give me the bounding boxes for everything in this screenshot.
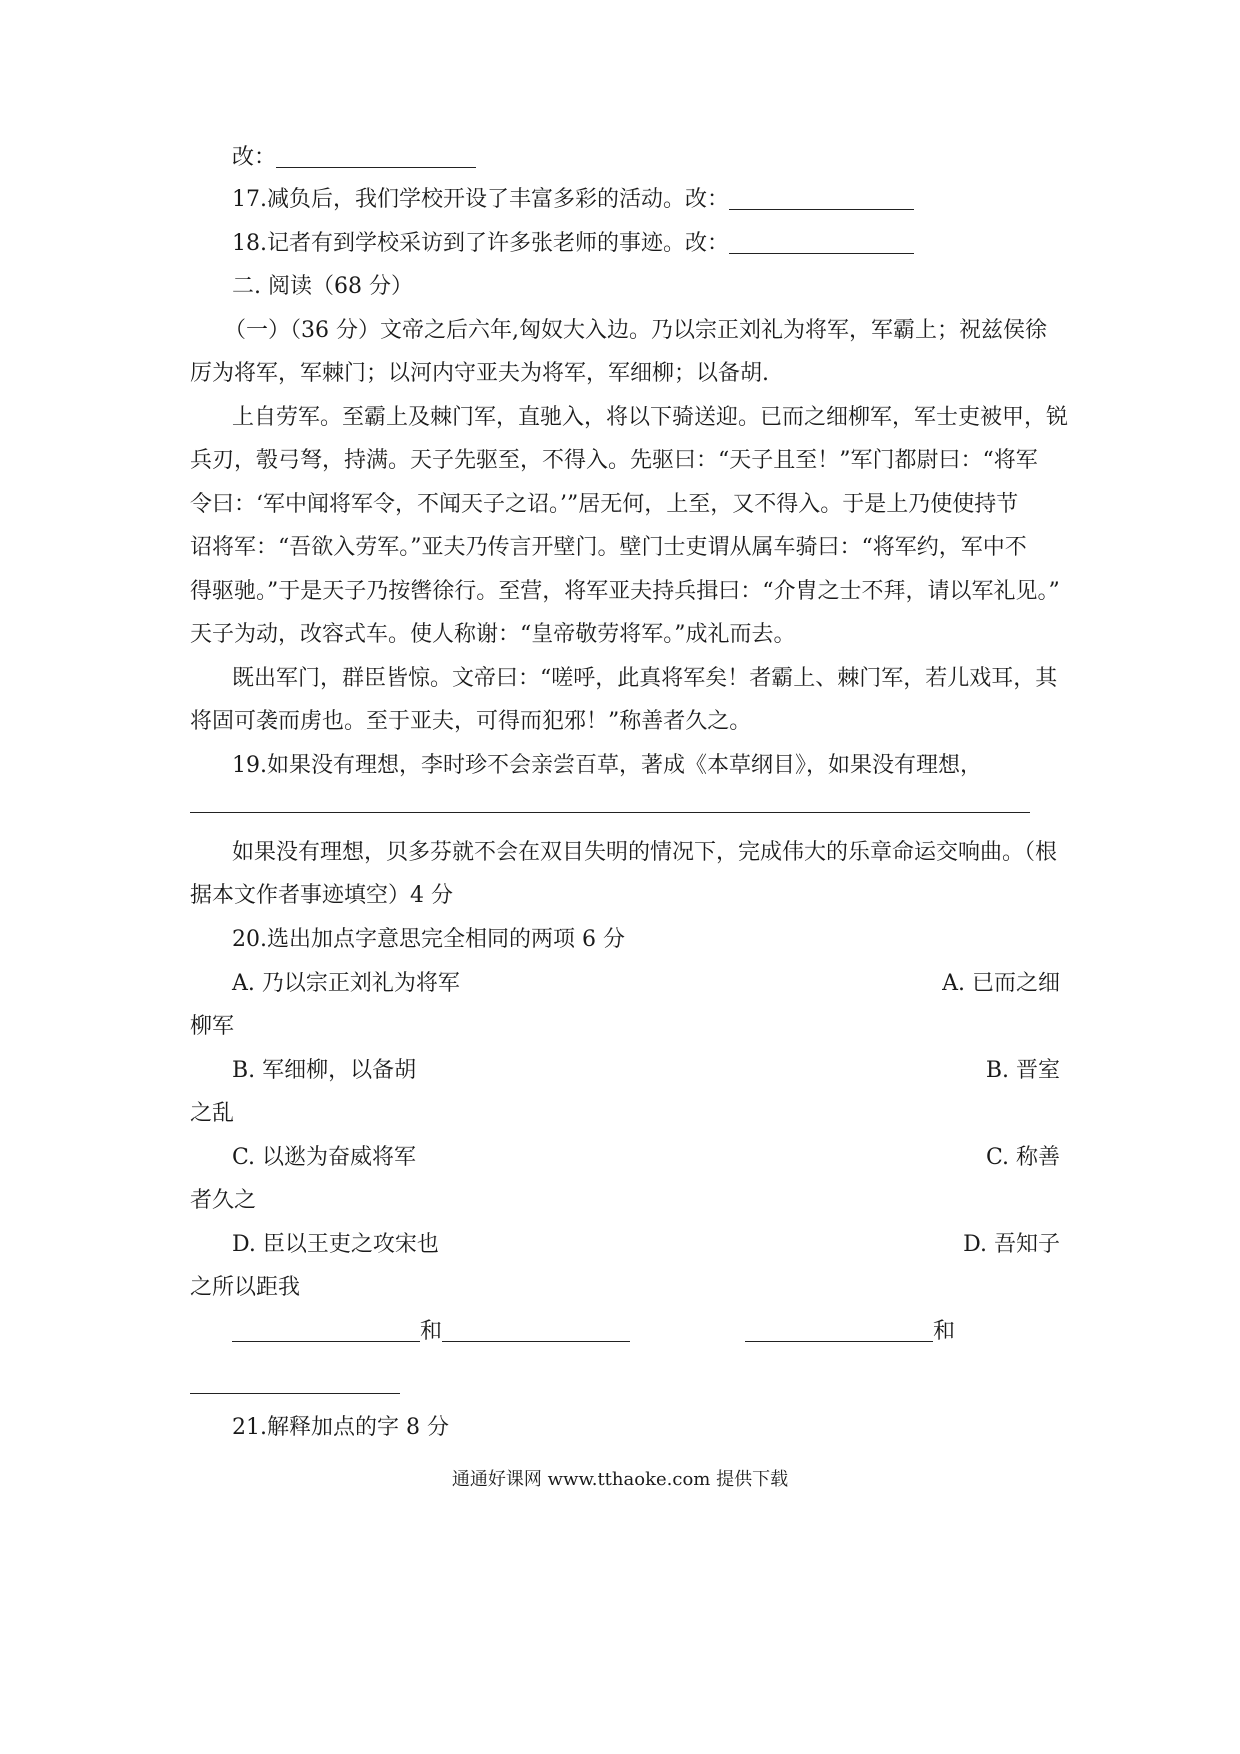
answer-blank[interactable] — [729, 231, 914, 254]
answer-blank[interactable] — [276, 145, 476, 168]
passage-line: （一）（36 分）文帝之后六年,匈奴大入边。乃以宗正刘礼为将军，军霸上；祝兹侯徐 — [224, 318, 1047, 343]
answer-blank[interactable] — [190, 1393, 400, 1394]
answer-blank[interactable] — [442, 1319, 630, 1342]
question-18-text: 18.记者有到学校采访到了许多张老师的事迹。改： — [232, 231, 729, 256]
answer-pair-1 — [232, 1317, 630, 1347]
option-b-left: B. 军细柳，以备胡 — [232, 1058, 417, 1083]
option-b-right: B. 晋室 — [985, 1058, 1060, 1083]
option-c-cont: 者久之 — [190, 1188, 257, 1213]
question-20: 20.选出加点字意思完全相同的两项 6 分 — [232, 927, 625, 952]
option-b-cont: 之乱 — [190, 1101, 235, 1126]
option-a-left: A. 乃以宗正刘礼为将军 — [232, 971, 460, 996]
passage-line: 厉为将军，军棘门；以河内守亚夫为将军，军细柳；以备胡. — [190, 361, 769, 386]
question-18 — [232, 229, 914, 259]
answer-blank[interactable] — [232, 1319, 420, 1342]
passage-line: 兵刃，彀弓弩，持满。天子先驱至，不得入。先驱曰：“天子且至！”军门都尉曰：“将军 — [190, 448, 1038, 473]
passage-line: 得驱驰。”于是天子乃按辔徐行。至营，将军亚夫持兵揖曰：“介胄之士不拜，请以军礼见。” — [190, 579, 1060, 604]
question-19-continued: 如果没有理想，贝多芬就不会在双目失明的情况下，完成伟大的乐章命运交响曲。（根 — [232, 840, 1058, 865]
answer-line-1 — [232, 143, 476, 173]
answer-line-full[interactable] — [190, 812, 1030, 813]
passage-line: 令曰：‘军中闻将军令，不闻天子之诏。’”居无何，上至，又不得入。于是上乃使使持节 — [190, 492, 1019, 517]
passage-line: 既出军门，群臣皆惊。文帝曰：“嗟呼，此真将军矣！者霸上、棘门军，若儿戏耳，其 — [232, 666, 1058, 691]
and-label: 和 — [933, 1319, 956, 1344]
question-17 — [232, 185, 914, 215]
passage-line: 天子为动，改容式车。使人称谢：“皇帝敬劳将军。”成礼而去。 — [190, 622, 796, 647]
passage-line: 上自劳军。至霸上及棘门军，直驰入，将以下骑送迎。已而之细柳军，军士吏被甲，锐 — [232, 405, 1069, 430]
option-d-cont: 之所以距我 — [190, 1275, 301, 1300]
section-heading: 二. 阅读（68 分） — [232, 274, 413, 299]
option-d-left: D. 臣以王吏之攻宋也 — [232, 1232, 439, 1257]
option-d-right: D. 吾知子 — [963, 1232, 1060, 1257]
option-c-left: C. 以逖为奋威将军 — [232, 1145, 417, 1170]
answer-blank[interactable] — [745, 1319, 933, 1342]
answer-blank[interactable] — [729, 187, 914, 210]
correction-prefix: 改： — [232, 145, 277, 170]
question-19-continued: 据本文作者事迹填空）4 分 — [190, 883, 453, 908]
option-a-cont: 柳军 — [190, 1014, 235, 1039]
page-footer: 通通好课网 www.tthaoke.com 提供下载 — [451, 1469, 789, 1490]
and-label: 和 — [420, 1319, 443, 1344]
option-c-right: C. 称善 — [985, 1145, 1060, 1170]
question-17-text: 17.减负后，我们学校开设了丰富多彩的活动。改： — [232, 187, 729, 212]
answer-pair-2 — [745, 1317, 955, 1347]
question-19: 19.如果没有理想，李时珍不会亲尝百草，著成《本草纲目》，如果没有理想， — [232, 753, 982, 778]
passage-line: 诏将军：“吾欲入劳军。”亚夫乃传言开壁门。壁门士吏谓从属车骑曰：“将军约，军中不 — [190, 535, 1027, 560]
question-21: 21.解释加点的字 8 分 — [232, 1415, 449, 1440]
option-a-right: A. 已而之细 — [942, 971, 1060, 996]
passage-line: 将固可袭而虏也。至于亚夫，可得而犯邪！”称善者久之。 — [190, 709, 752, 734]
